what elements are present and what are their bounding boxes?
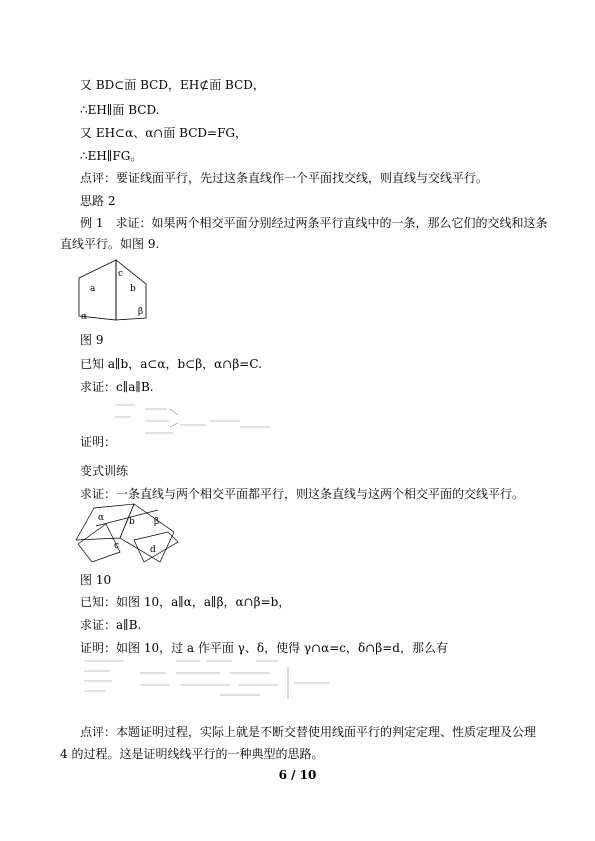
label-d: d — [150, 545, 156, 555]
text-line: 又 EH⊂α、α∩面 BCD=FG， — [80, 126, 247, 140]
figure-caption: 图 9 — [80, 333, 104, 347]
comment-line: 4 的过程。这是证明线线平行的一种典型的思路。 — [60, 747, 324, 761]
label-b: b — [130, 284, 136, 294]
label-beta: β — [154, 517, 160, 527]
label-alpha: α — [81, 312, 88, 322]
label-b: b — [129, 517, 135, 527]
figure-9 — [76, 256, 166, 326]
example-line: 例 1 求证：如果两个相交平面分别经过两条平行直线中的一条，那么它们的交线和这条 — [80, 216, 548, 230]
label-c: c — [118, 269, 124, 279]
given-line: 已知 a∥b，a⊂α，b⊂β，α∩β=C. — [80, 357, 262, 371]
prove-line: 求证：a∥B. — [80, 618, 142, 632]
section-heading: 思路 2 — [80, 194, 116, 208]
label-c: c — [114, 541, 120, 551]
example-line: 直线平行。如图 9. — [60, 237, 160, 251]
text-line: ∴EH∥面 BCD. — [80, 103, 160, 117]
given-line: 已知：如图 10，a∥α，a∥β，α∩β=b， — [80, 595, 291, 609]
prove-line: 求证：一条直线与两个相交平面都平行，则这条直线与这两个相交平面的交线平行。 — [80, 487, 525, 501]
proof-label: 证明： — [80, 435, 117, 449]
label-alpha: α — [98, 513, 105, 523]
comment-line: 点评：要证线面平行，先过这条直线作一个平面找交线，则直线与交线平行。 — [80, 171, 489, 185]
text-line: ∴EH∥FG。 — [80, 149, 143, 163]
section-heading: 变式训练 — [80, 464, 129, 478]
prove-line: 求证：c∥a∥B. — [80, 380, 154, 394]
label-beta: β — [138, 307, 144, 317]
proof-2-formula-image — [80, 655, 340, 701]
proof-line: 证明：如图 10，过 a 作平面 γ、δ，使得 γ∩α=c，δ∩β=d，那么有 — [80, 641, 448, 655]
figure-caption: 图 10 — [80, 573, 112, 587]
comment-line: 点评：本题证明过程，实际上就是不断交替使用线面平行的判定定理、性质定理及公理 — [80, 725, 537, 739]
figure-10 — [74, 502, 184, 566]
text-line: 又 BD⊂面 BCD，EH⊄面 BCD， — [80, 78, 265, 92]
label-a: a — [90, 284, 96, 294]
proof-1-formula-image — [110, 397, 280, 445]
page-number: 6 / 10 — [278, 768, 317, 782]
